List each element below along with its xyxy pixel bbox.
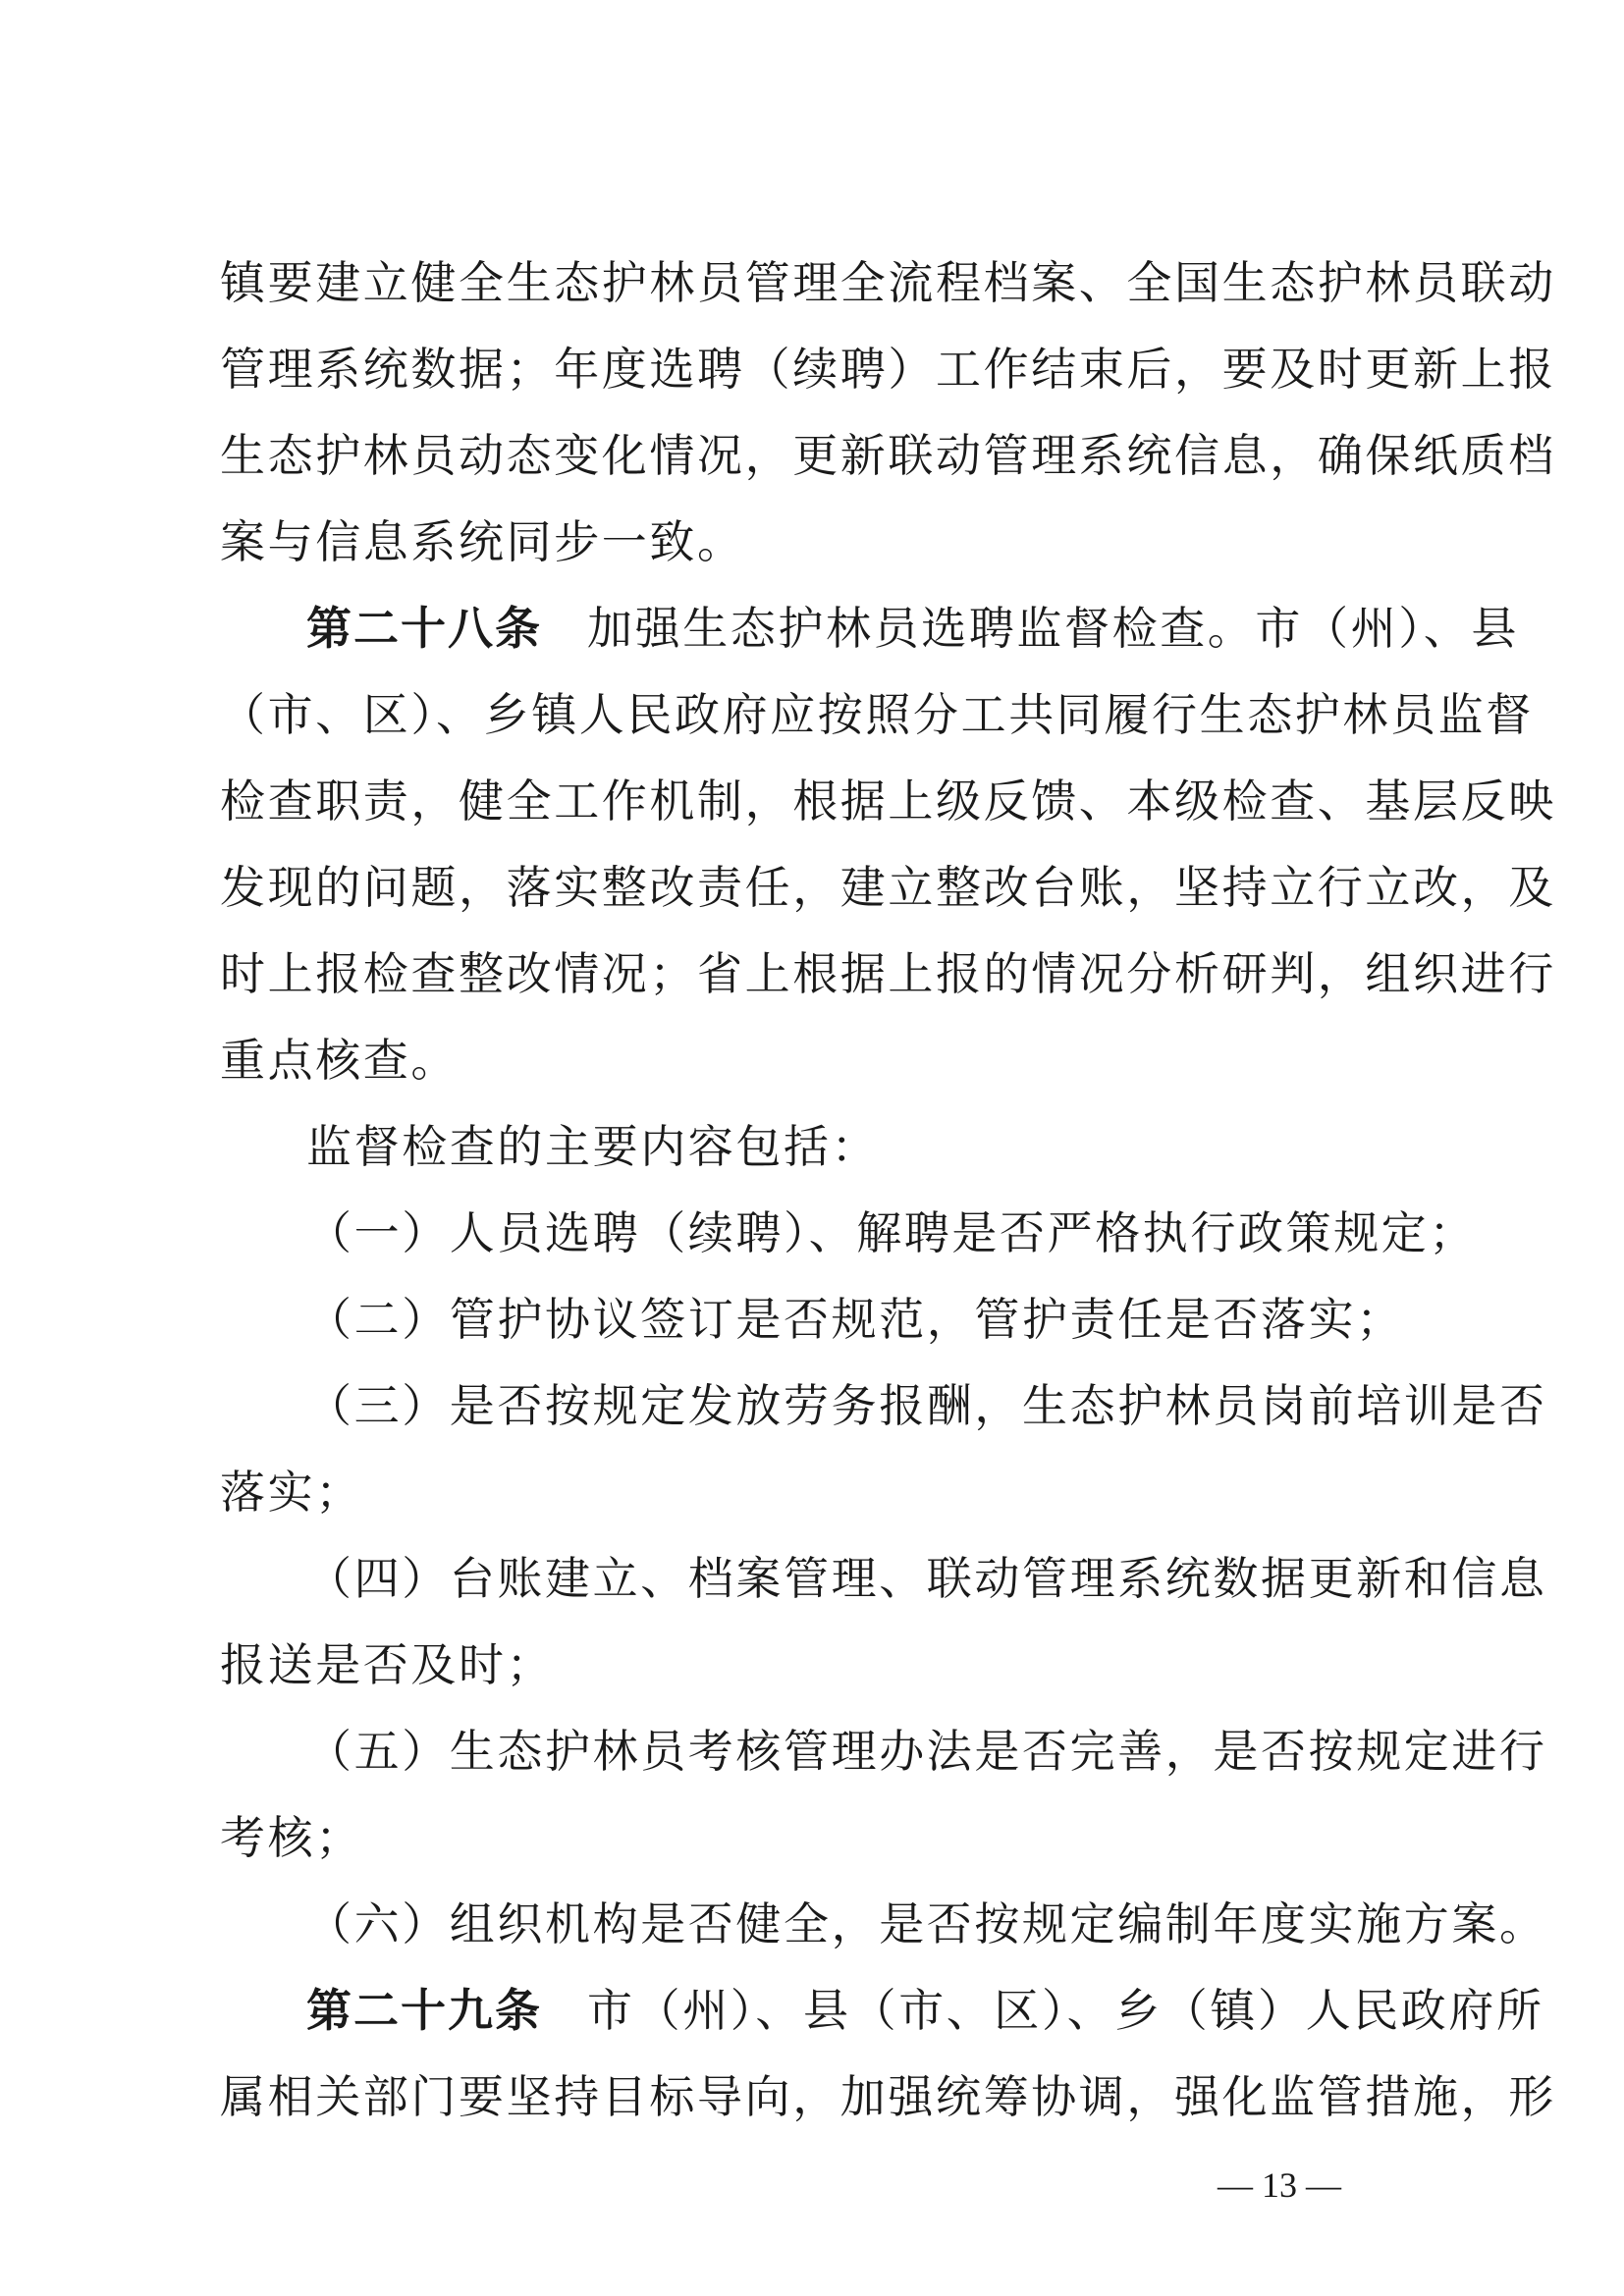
paragraph-line: 镇要建立健全生态护林员管理全流程档案、全国生态护林员联动: [220, 256, 1556, 309]
list-item: （三）是否按规定发放劳务报酬，生态护林员岗前培训是否: [306, 1379, 1547, 1432]
article-29-heading: 第二十九条: [306, 1984, 542, 2037]
paragraph-line: 管理系统数据；年度选聘（续聘）工作结束后，要及时更新上报: [220, 343, 1556, 396]
list-item: （四）台账建立、档案管理、联动管理系统数据更新和信息: [306, 1552, 1547, 1605]
article-28-first-line: [306, 589, 1519, 667]
article-28-heading: 第二十八条: [306, 602, 542, 655]
article-29-first-line: [306, 1971, 1544, 2050]
article-29-text: 市（州）、县（市、区）、乡（镇）人民政府所: [587, 1984, 1544, 2037]
list-item-continuation: 落实；: [220, 1466, 363, 1519]
paragraph-line: 发现的问题，落实整改责任，建立整改台账，坚持立行立改，及: [220, 861, 1556, 914]
paragraph-line: 重点核查。: [220, 1034, 459, 1087]
paragraph-line: 检查职责，健全工作机制，根据上级反馈、本级检查、基层反映: [220, 774, 1556, 828]
list-item: （六）组织机构是否健全，是否按规定编制年度实施方案。: [306, 1897, 1547, 1950]
list-item-continuation: 报送是否及时；: [220, 1638, 555, 1691]
paragraph-line: 属相关部门要坚持目标导向，加强统筹协调，强化监管措施，形: [220, 2070, 1556, 2123]
inspection-intro: 监督检查的主要内容包括：: [306, 1120, 880, 1173]
paragraph-line: 生态护林员动态变化情况，更新联动管理系统信息，确保纸质档: [220, 429, 1556, 482]
paragraph-line: 案与信息系统同步一致。: [220, 515, 745, 568]
paragraph-line: （市、区）、乡镇人民政府应按照分工共同履行生态护林员监督: [220, 688, 1534, 741]
page-number: — 13 —: [1218, 2165, 1341, 2205]
article-28-text: 加强生态护林员选聘监督检查。市（州）、县: [587, 602, 1519, 655]
list-item: （一）人员选聘（续聘）、解聘是否严格执行政策规定；: [306, 1206, 1477, 1259]
paragraph-line: 时上报检查整改情况；省上根据上报的情况分析研判，组织进行: [220, 947, 1556, 1000]
list-item: （五）生态护林员考核管理办法是否完善，是否按规定进行: [306, 1725, 1547, 1778]
list-item-continuation: 考核；: [220, 1811, 363, 1864]
list-item: （二）管护协议签订是否规范，管护责任是否落实；: [306, 1293, 1404, 1346]
